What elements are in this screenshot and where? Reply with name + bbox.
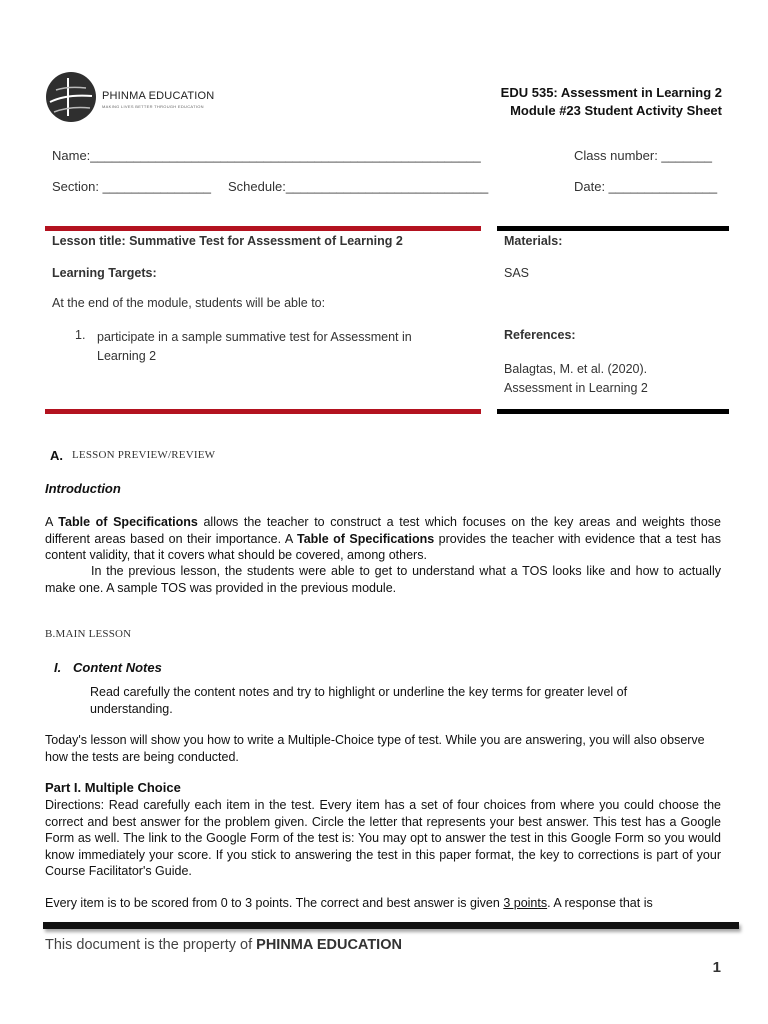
logo-tagline: MAKING LIVES BETTER THROUGH EDUCATION	[102, 104, 204, 109]
target-1-line-1: participate in a sample summative test for Assessment in	[97, 330, 412, 344]
section-a-letter: A.	[50, 448, 63, 463]
logo-name: PHINMA EDUCATION	[102, 90, 215, 102]
todays-lesson-paragraph: Today's lesson will show you how to write a Multiple-Choice type of test. While you are answering, you will also observe how the tests are being conducted.	[45, 733, 705, 764]
content-notes-paragraph: Read carefully the content notes and try to highlight or underline the key terms for greater level of understanding.	[90, 685, 628, 716]
reference-item	[504, 360, 648, 398]
part-1-heading: Part I. Multiple Choice	[45, 780, 181, 795]
logo-globe-icon	[46, 72, 96, 122]
introduction-paragraph: A Table of Specifications allows the teacher to construct a test which focuses on the key areas and weights those different areas based on their importance. A Table of Specifications provides the teacher with evidence that a test has content validity, that it covers what should be covered, among others.	[45, 515, 721, 562]
reference-line-1: Balagtas, M. et al. (2020).	[504, 362, 648, 376]
footer-property-notice: This document is the property of PHINMA EDUCATION	[45, 937, 402, 953]
scoring-paragraph: Every item is to be scored from 0 to 3 points. The correct and best answer is given 3 points. A response that is	[45, 896, 653, 910]
name-field[interactable]: Name:______________________________________________________	[52, 148, 481, 163]
red-top-rule	[45, 226, 481, 231]
red-bottom-rule	[45, 409, 481, 414]
three-points-underlined: 3 points	[503, 896, 548, 910]
black-bottom-rule	[497, 409, 729, 414]
course-title: EDU 535: Assessment in Learning 2	[500, 85, 722, 100]
introduction-heading: Introduction	[45, 481, 121, 496]
learning-targets-intro: At the end of the module, students will be able to:	[52, 296, 326, 310]
section-field[interactable]: Section: _______________	[52, 179, 212, 194]
reference-line-2: Assessment in Learning 2	[504, 381, 648, 395]
target-1-line-2: Learning 2	[97, 349, 157, 363]
previous-lesson-paragraph: In the previous lesson, the students were able to get to understand what a TOS looks like and how to actually make one. A sample TOS was provided in the previous module.	[45, 564, 721, 595]
materials-value: SAS	[504, 266, 530, 280]
materials-label: Materials:	[504, 234, 563, 248]
schedule-field[interactable]: Schedule:____________________________	[228, 179, 489, 194]
target-number: 1.	[75, 328, 86, 342]
black-top-rule	[497, 226, 729, 231]
directions-paragraph: Directions: Read carefully each item in the test. Every item has a set of four choices from where you could choose the correct and best answer for the problem given. Circle the letter that represents your best answer. This test has a Google Form as well. The link to the Google Form of the test is: You may opt to answer the test in this Google Form so you would know immediately your score. If you stick to answering the test in this paper format, the key to corrections is part of your Course Facilitator's Guide.	[45, 798, 721, 878]
lesson-title: Lesson title: Summative Test for Assessment of Learning 2	[52, 234, 403, 248]
section-a-label: LESSON PREVIEW/REVIEW	[72, 449, 216, 461]
content-notes-heading: Content Notes	[73, 660, 162, 675]
class-number-field[interactable]: Class number: _______	[574, 148, 713, 163]
section-b-label: B.MAIN LESSON	[45, 628, 132, 640]
learning-target-1	[97, 328, 412, 366]
references-label: References:	[504, 328, 576, 342]
phinma-logo	[46, 70, 216, 130]
footer-rule	[43, 922, 739, 929]
content-notes-number: I.	[54, 660, 62, 675]
page-number: 1	[712, 959, 721, 976]
module-title: Module #23 Student Activity Sheet	[510, 103, 722, 118]
document-title	[501, 84, 722, 120]
date-field[interactable]: Date: _______________	[574, 179, 718, 194]
learning-targets-label: Learning Targets:	[52, 266, 157, 280]
